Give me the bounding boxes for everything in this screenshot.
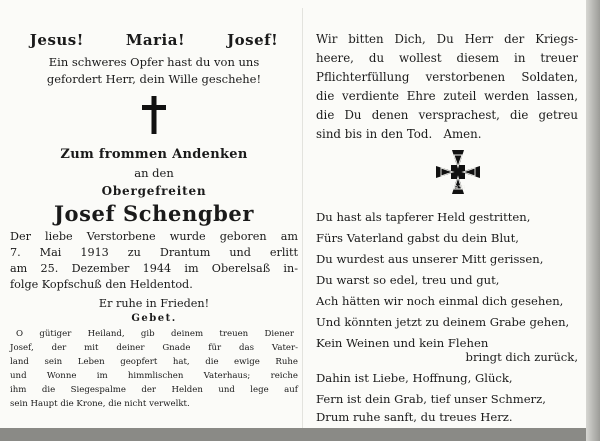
poem-line-6: Und könnten jetzt zu deinem Grabe gehen, <box>316 315 570 329</box>
poem-line-11: Drum ruhe sanft, du treues Herz. <box>316 410 513 424</box>
prayer-line-4: und Wonne im himmlischen Vaterhaus; reiche <box>10 371 298 381</box>
card-fold-line <box>302 8 303 428</box>
holy-names <box>10 31 298 49</box>
intercession-line-1: Wir bitten Dich, Du Herr der Kriegs- <box>316 32 578 46</box>
bio-line-3: am 25. Dezember 1944 im Oberelsaß in- <box>10 262 298 275</box>
name-maria: Maria! <box>125 31 186 49</box>
poem-line-10: Fern ist dein Grab, tief unser Schmerz, <box>316 392 546 406</box>
bio-line-1: Der liebe Verstorbene wurde geboren am <box>10 230 298 243</box>
poem-line-9: Dahin ist Liebe, Hoffnung, Glück, <box>316 371 513 385</box>
scan-shadow-right <box>586 0 600 441</box>
poem-line-7: Kein Weinen und kein Flehen <box>316 336 489 350</box>
prayer-title: Gebet. <box>131 313 177 324</box>
an-den-text: an den <box>134 166 174 180</box>
poem-line-4: Du warst so edel, treu und gut, <box>316 273 500 287</box>
deceased-name: Josef Schengber <box>53 201 255 226</box>
sacrifice-line-1: Ein schweres Opfer hast du von uns <box>48 55 260 69</box>
iron-cross-year: 1939 <box>450 184 466 192</box>
rank-title: Obergefreiten <box>101 184 207 198</box>
memorial-heading: Zum frommen Andenken <box>60 147 248 162</box>
poem-line-8: bringt dich zurück, <box>465 350 578 364</box>
latin-cross-icon <box>142 96 166 134</box>
sacrifice-line-2: gefordert Herr, dein Wille geschehe! <box>46 72 262 86</box>
intercession-line-2: heere, du wollest diesem in treuer <box>316 51 578 65</box>
rest-in-peace: Er ruhe in Frieden! <box>98 297 210 310</box>
poem-line-3: Du wurdest aus unserer Mitt gerissen, <box>316 252 544 266</box>
poem-line-5: Ach hätten wir noch einmal dich gesehen, <box>316 294 564 308</box>
poem-line-1: Du hast als tapferer Held gestritten, <box>316 210 531 224</box>
name-josef: Josef! <box>227 31 279 49</box>
bio-line-4: folge Kopfschuß den Heldentod. <box>10 278 193 291</box>
intercession-line-4: die verdiente Ehre zuteil werden lassen, <box>316 89 578 103</box>
prayer-line-2: Josef, der mit deiner Gnade für das Vater- <box>10 343 298 353</box>
iron-cross-icon <box>434 148 482 196</box>
intercession-line-3: Pflichterfüllung verstorbenen Soldaten, <box>316 70 578 84</box>
prayer-line-5: ihm die Siegespalme der Helden und lege auf <box>10 385 298 395</box>
prayer-line-3: land sein Leben geopfert hat, die ewige Ruhe <box>10 357 298 367</box>
poem-line-2: Fürs Vaterland gabst du dein Blut, <box>316 231 519 245</box>
bio-line-2: 7. Mai 1913 zu Drantum und erlitt <box>10 246 298 259</box>
name-jesus: Jesus! <box>29 31 84 49</box>
intercession-line-6: sind bis in den Tod. Amen. <box>316 127 482 141</box>
intercession-line-5: die Du denen versprachest, die getreu <box>316 108 578 122</box>
prayer-line-6: sein Haupt die Krone, die nicht verwelkt. <box>10 399 190 409</box>
scan-shadow-bottom <box>0 428 600 441</box>
prayer-line-1: O gütiger Heiland, gib deinem treuen Diener <box>16 329 294 339</box>
